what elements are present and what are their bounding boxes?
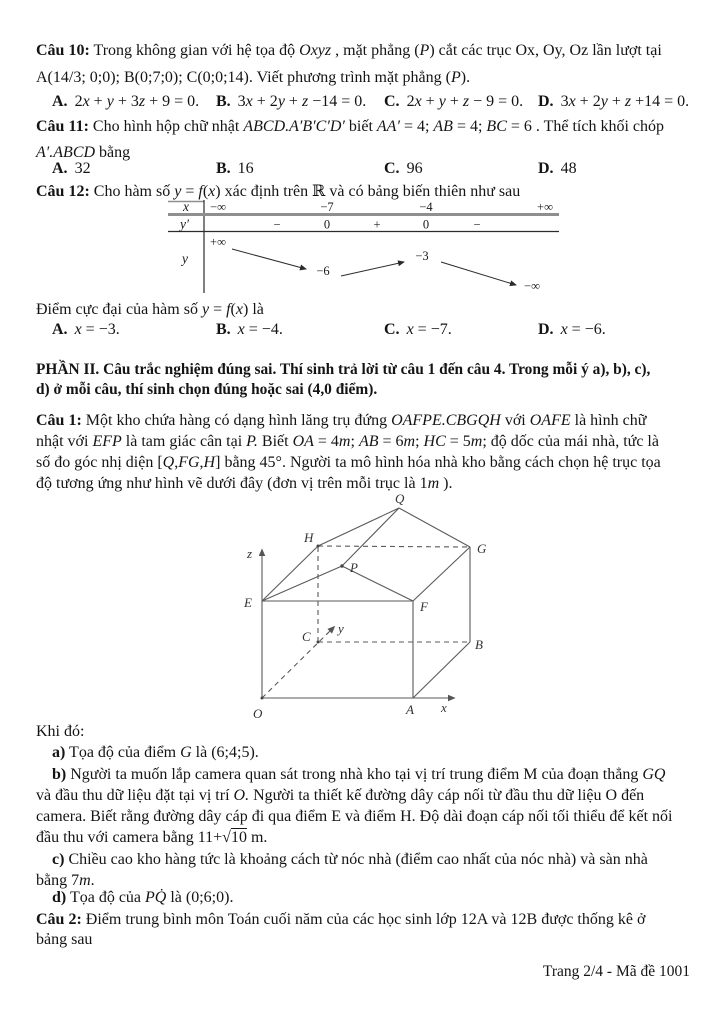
text-run: là hình chữ — [570, 412, 647, 429]
y-limit-left: +∞ — [210, 235, 226, 249]
text-run: 16 — [237, 160, 254, 177]
text-run: = 4 — [313, 433, 339, 450]
text-run: d) ở mỗi câu, thí sinh chọn đúng hoặc sai (4,0 điểm). — [36, 381, 378, 398]
text-run: = — [209, 301, 227, 318]
item-d — [52, 887, 712, 908]
option-a — [52, 93, 199, 111]
y-max-value: −3 — [415, 249, 429, 263]
text-run: + 2 — [575, 93, 601, 110]
text-run: Câu 12: — [36, 183, 90, 200]
text-run: m. — [246, 829, 268, 846]
point-h-dot — [317, 545, 320, 548]
text-run: (0;6;0). — [185, 889, 234, 906]
khi-do-label — [36, 721, 696, 742]
text-run: ( — [202, 183, 209, 200]
text-run: + 2 — [252, 93, 278, 110]
text-run: H — [203, 454, 216, 471]
text-run: = 6 — [378, 433, 404, 450]
y-limit-right: −∞ — [524, 279, 540, 293]
label-A: A — [406, 702, 414, 717]
text-run: xác định trên ℝ và có bảng biến thiên như sau — [220, 183, 521, 200]
option-letter: C. — [384, 93, 400, 110]
text-run: là — [166, 889, 186, 906]
row-label-y-prime: y′ — [180, 216, 189, 232]
text-run: y — [106, 93, 114, 110]
text-run: , — [199, 454, 204, 471]
text-run: x — [245, 93, 253, 110]
option-letter: D. — [538, 160, 554, 177]
x-value: −4 — [419, 200, 433, 214]
text-run: P — [450, 69, 461, 86]
label-C: C — [302, 629, 311, 644]
text-run: GQ — [642, 766, 666, 783]
text-run: 2 — [74, 93, 83, 110]
label-O: O — [253, 706, 263, 721]
label-y-axis: y — [338, 621, 344, 636]
option-d — [538, 160, 577, 178]
text-run: Cho hình hộp chữ nhật — [88, 118, 244, 135]
item-b-line-2 — [36, 785, 696, 806]
text-run: camera. Biết rằng đường dây cáp đi qua điểm E và điểm H. Độ dài đoạn cáp nối tối thiểu để kết nối — [36, 808, 673, 825]
text-run: Điểm trung bình môn Toán cuối năm của các học sinh lớp 12A và 12B được thống kê ở — [81, 911, 646, 928]
text-run: ; — [415, 433, 424, 450]
page-footer: Trang 2/4 - Mã đề 1001 — [542, 963, 690, 980]
text-run: z — [624, 93, 632, 110]
text-run: ; độ dốc của mái nhà, tức là — [482, 433, 659, 450]
text-run: EFP — [92, 433, 122, 450]
text-run: ) — [242, 301, 249, 318]
text-run: ] bằng 45°. Người ta mô hình hóa nhà kho bằng cách chọn hệ trục tọa — [215, 454, 661, 471]
text-run: z — [462, 93, 470, 110]
option-c — [384, 93, 523, 111]
text-run: m — [338, 433, 351, 450]
warehouse-figure — [228, 492, 498, 727]
option-letter: C. — [384, 321, 400, 338]
x-value: −∞ — [210, 200, 226, 214]
question-2-line-2 — [36, 929, 696, 950]
text-run: 2 — [406, 93, 415, 110]
text-run: y — [174, 183, 182, 200]
text-run: √ — [222, 829, 231, 846]
part2-header-line-2 — [36, 379, 696, 400]
text-run: = 6 . Thể tích khối chóp — [506, 118, 665, 135]
text-run: PHẦN II. Câu trắc nghiệm đúng sai. Thí sinh trả lời từ câu 1 đến câu 4. Trong mỗi ý a), b), c), — [36, 361, 651, 378]
text-run: (6;4;5) — [211, 744, 255, 761]
text-run: + 3 — [113, 93, 139, 110]
text-run: nhật với — [36, 433, 93, 450]
text-run: x — [568, 93, 576, 110]
text-run: z — [138, 93, 146, 110]
text-run: Q — [162, 454, 175, 471]
option-a — [52, 160, 91, 178]
text-run: . — [90, 872, 95, 889]
text-run: ( — [230, 301, 236, 318]
label-Q: Q — [395, 492, 405, 506]
sign-value: − — [473, 217, 481, 232]
option-b — [216, 321, 283, 339]
option-d — [538, 93, 689, 111]
text-run: Câu 1: — [36, 412, 82, 429]
option-letter: A. — [52, 321, 68, 338]
text-run: m — [427, 475, 440, 492]
text-run: , mặt phẳng ( — [331, 42, 420, 59]
text-run: Chiều cao kho hàng tức là khoảng cách từ nóc nhà (điểm cao nhất của nóc nhà) và sàn nhà — [64, 851, 648, 868]
option-letter: A. — [52, 160, 68, 177]
question-1-line-2 — [36, 431, 696, 452]
text-run: f — [226, 301, 231, 318]
text-run: x — [406, 321, 414, 338]
text-run: 3 — [560, 93, 569, 110]
text-run: . — [254, 744, 259, 761]
sign-value: 0 — [323, 217, 331, 232]
warehouse-figure-svg — [228, 492, 498, 722]
text-run: Biết — [257, 433, 293, 450]
text-run: ). — [460, 69, 471, 86]
option-value — [75, 160, 91, 177]
option-letter: A. — [52, 93, 68, 110]
text-run: + — [445, 93, 463, 110]
text-run: Oxyz — [299, 42, 332, 59]
text-run: Câu 11: — [36, 118, 89, 135]
item-c-line-1 — [52, 849, 712, 870]
question-2-line-1 — [36, 909, 696, 930]
text-run: số đo góc nhị diện [ — [36, 454, 163, 471]
option-letter: B. — [216, 160, 231, 177]
text-run: y — [600, 93, 608, 110]
variation-table — [162, 198, 564, 301]
text-run: = −7. — [413, 321, 452, 338]
text-run: z — [301, 93, 309, 110]
label-P: P — [350, 560, 358, 575]
question-1-line-3 — [36, 452, 696, 473]
option-value — [75, 321, 120, 338]
text-run: Câu 10: — [36, 42, 90, 59]
question-1-line-4 — [36, 473, 696, 494]
question-10-line-2 — [36, 67, 696, 88]
text-run: x — [82, 93, 90, 110]
option-d — [538, 321, 606, 339]
text-run: FG — [178, 454, 200, 471]
text-run: Tọa độ của — [66, 889, 146, 906]
question-11-options — [36, 160, 696, 182]
text-run: ; — [350, 433, 359, 450]
label-E: E — [244, 595, 252, 610]
question-11-line-1 — [36, 116, 696, 137]
text-run: và đầu thu dữ liệu đặt tại vị trí — [36, 787, 234, 804]
variation-table-svg — [162, 198, 564, 296]
text-run: bằng 7 — [36, 872, 80, 889]
text-run: A′.ABCD — [36, 144, 96, 161]
row-label-x: x — [183, 199, 189, 214]
y-axis — [262, 627, 334, 698]
text-run: OA — [292, 433, 314, 450]
label-z-axis: z — [247, 546, 253, 561]
text-run: Câu 2: — [36, 911, 82, 928]
text-run: Cho hàm số — [89, 183, 175, 200]
text-run: x — [414, 93, 422, 110]
text-run: Trong không gian với hệ tọa độ — [89, 42, 300, 59]
text-run: ). — [439, 475, 453, 492]
text-run: − 9 = 0. — [469, 93, 524, 110]
text-run: b) — [52, 766, 67, 783]
text-run: = 4; — [399, 118, 434, 135]
question-10-options — [36, 93, 696, 115]
text-run: x — [560, 321, 568, 338]
text-run: G — [180, 744, 192, 761]
text-run: = −3. — [81, 321, 120, 338]
option-value — [407, 160, 423, 177]
y-min-value: −6 — [316, 264, 330, 278]
option-value — [407, 321, 452, 338]
question-1-line-1 — [36, 410, 696, 431]
sign-value: − — [273, 217, 281, 232]
text-run: 32 — [74, 160, 91, 177]
text-run: OAFE — [529, 412, 571, 429]
text-run: Người ta thiết kế đường dây cáp nối từ đầu thu dữ liệu O đến — [249, 787, 645, 804]
text-run: bằng — [95, 144, 131, 161]
text-run: với — [500, 412, 530, 429]
text-run: a) — [52, 744, 66, 761]
text-run: = −6. — [567, 321, 606, 338]
text-run: d) — [52, 889, 67, 906]
label-F: F — [420, 599, 428, 614]
text-run: y — [277, 93, 285, 110]
text-run: + — [89, 93, 107, 110]
arrow-down — [441, 262, 516, 285]
text-run: bảng sau — [36, 931, 93, 948]
text-run: là tam giác cân tại — [121, 433, 247, 450]
text-run: −14 = 0. — [308, 93, 367, 110]
option-letter: B. — [216, 93, 231, 110]
text-run: AA′ — [376, 118, 400, 135]
text-run: 10 — [230, 829, 247, 846]
option-value — [238, 160, 254, 177]
text-run: x — [208, 183, 216, 200]
question-12-options — [36, 321, 696, 343]
text-run: PQ̇ — [145, 889, 167, 906]
option-b — [216, 160, 254, 178]
text-run: P. — [246, 433, 258, 450]
sign-value: + — [373, 217, 381, 232]
option-c — [384, 160, 423, 178]
text-run: Một kho chứa hàng có dạng hình lăng trụ đứng — [81, 412, 392, 429]
text-run: biết — [344, 118, 377, 135]
arrow-up — [341, 262, 404, 276]
text-run: y — [438, 93, 446, 110]
text-run: + — [284, 93, 302, 110]
text-run: x — [237, 321, 245, 338]
text-run: A(14/3; 0;0); B(0;7;0); C(0;0;14). Viết phương trình mặt phẳng ( — [36, 69, 451, 86]
point-c-dot — [317, 641, 320, 644]
text-run: + 9 = 0. — [145, 93, 200, 110]
text-run: x — [74, 321, 82, 338]
label-x-axis: x — [441, 700, 447, 715]
solid-edges — [262, 508, 470, 698]
option-value — [75, 93, 200, 110]
figure-labels — [243, 492, 487, 721]
text-run: + — [607, 93, 625, 110]
text-run: độ tương ứng như hình vẽ dưới đây (đơn vị trên mỗi trục là 1 — [36, 475, 428, 492]
text-run: BC — [486, 118, 507, 135]
option-letter: D. — [538, 93, 554, 110]
text-run: m — [79, 872, 91, 889]
option-value — [238, 321, 283, 338]
option-value — [238, 93, 367, 110]
text-run: Tọa độ của điểm — [65, 744, 181, 761]
point-p-dot — [340, 564, 343, 567]
text-run: , — [174, 454, 179, 471]
text-run: = — [181, 183, 199, 200]
x-value: −7 — [320, 200, 334, 214]
text-run: là — [191, 744, 212, 761]
text-run: 96 — [406, 160, 423, 177]
question-10-line-1 — [36, 40, 696, 61]
option-letter: B. — [216, 321, 231, 338]
option-value — [561, 160, 577, 177]
text-run: ) cắt các trục Ox, Oy, Oz lần lượt tại — [429, 42, 662, 59]
text-run: f — [198, 183, 203, 200]
text-run: + — [421, 93, 439, 110]
option-c — [384, 321, 452, 339]
option-b — [216, 93, 366, 111]
text-run: OAFPE.CBGQH — [391, 412, 501, 429]
text-run: Điểm cực đại của hàm số — [36, 301, 202, 318]
option-a — [52, 321, 120, 339]
text-run: ) — [215, 183, 221, 200]
text-run: m — [403, 433, 416, 450]
text-run: P — [419, 42, 430, 59]
item-b-line-1 — [52, 764, 712, 785]
label-H: H — [304, 530, 314, 545]
option-letter: D. — [538, 321, 554, 338]
question-12-prompt — [36, 299, 696, 320]
text-run: HC — [423, 433, 446, 450]
option-value — [407, 93, 524, 110]
sign-value: 0 — [422, 217, 430, 232]
row-label-y: y — [182, 251, 188, 266]
text-run: = −4. — [244, 321, 283, 338]
label-G: G — [477, 541, 487, 556]
text-run: y — [201, 301, 210, 318]
text-run: c) — [52, 851, 65, 868]
item-a — [52, 742, 712, 763]
option-value — [561, 321, 606, 338]
point-o-dot — [261, 697, 264, 700]
text-run: x — [235, 301, 243, 318]
part2-header-line-1 — [36, 359, 696, 380]
text-run: = 4; — [452, 118, 487, 135]
label-B: B — [475, 637, 483, 652]
text-run: 48 — [560, 160, 577, 177]
text-run: Người ta muốn lắp camera quan sát trong nhà kho tại vị trí trung điểm M của đoạn thẳng — [66, 766, 643, 783]
text-run: ABCD.A′B′C′D′ — [243, 118, 345, 135]
text-run: đầu thu với camera bằng 11+ — [36, 829, 223, 846]
text-run: 3 — [237, 93, 246, 110]
x-value: +∞ — [537, 200, 553, 214]
text-run: +14 = 0. — [631, 93, 690, 110]
text-run: O. — [233, 787, 250, 804]
item-b-line-4 — [36, 827, 696, 848]
item-b-line-3 — [36, 806, 696, 827]
option-value — [561, 93, 690, 110]
text-run: là — [248, 301, 264, 318]
arrow-down — [232, 249, 306, 269]
option-letter: C. — [384, 160, 400, 177]
text-run: AB — [433, 118, 453, 135]
text-run: = 5 — [445, 433, 471, 450]
text-run: AB — [358, 433, 379, 450]
text-run: Khi đó: — [36, 723, 85, 740]
text-run: m — [470, 433, 483, 450]
